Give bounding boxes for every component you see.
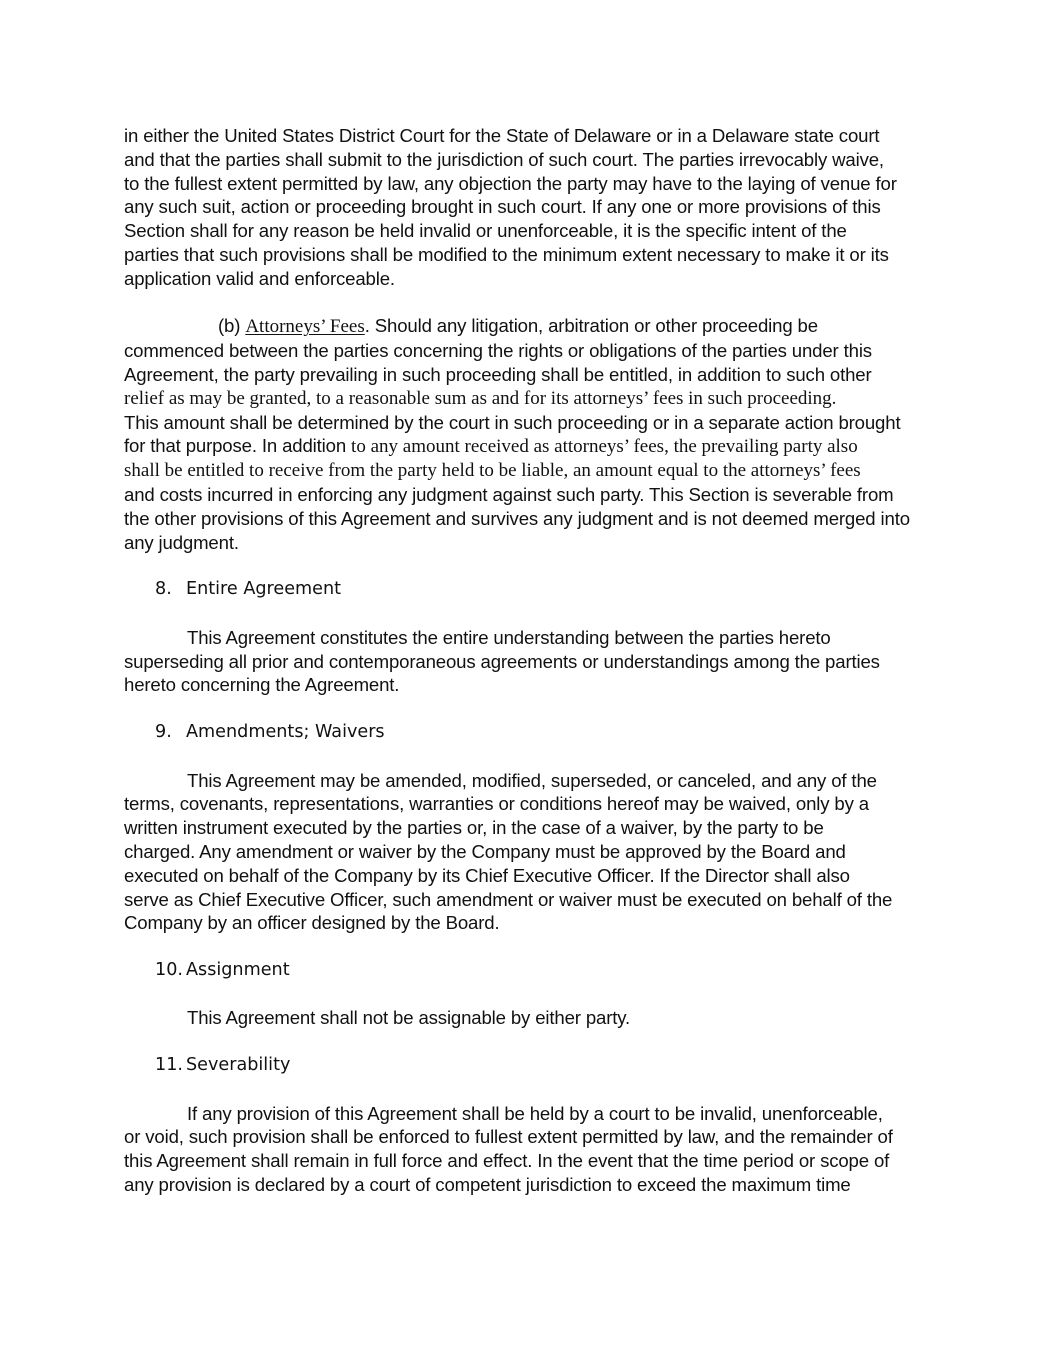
text-line: superseding all prior and contemporaneous agreements or understandings among the parties <box>124 650 880 672</box>
text-line: terms, covenants, representations, warranties or conditions hereof may be waived, only by a <box>124 793 869 815</box>
text-line: shall be entitled to receive from the party held to be liable, an amount equal to the attorneys’ fees <box>124 460 861 482</box>
text-line: If any provision of this Agreement shall be held by a court to be invalid, unenforceable, <box>187 1102 883 1124</box>
paragraph-attorneys-fees <box>124 314 934 554</box>
text-line <box>124 434 934 459</box>
text-run: to any amount received as attorneys’ fees, the prevailing party also <box>351 436 858 458</box>
paragraph-venue <box>124 124 934 291</box>
section-number: 10. <box>155 959 183 980</box>
subsection-title: Attorneys’ Fees <box>245 316 365 338</box>
text-line: the other provisions of this Agreement and survives any judgment and is not deemed merged into <box>124 507 910 529</box>
section-title: Entire Agreement <box>186 579 342 600</box>
text-line: This Agreement shall not be assignable by either party. <box>187 1007 631 1029</box>
text-line: Section shall for any reason be held invalid or unenforceable, it is the specific intent of the <box>124 220 847 242</box>
text-line: written instrument executed by the parties or, in the case of a waiver, by the party to be <box>124 817 824 839</box>
text-line: Company by an officer designed by the Board. <box>124 912 500 934</box>
section-heading-9 <box>124 721 934 745</box>
text-line: charged. Any amendment or waiver by the Company must be approved by the Board and <box>124 840 846 862</box>
paragraph-assignment <box>124 1006 934 1030</box>
paragraph-amendments <box>124 769 934 936</box>
section-title: Assignment <box>186 959 290 980</box>
text-line: and that the parties shall submit to the jurisdiction of such court. The parties irrevocably waive, <box>124 148 884 170</box>
text-line: parties that such provisions shall be modified to the minimum extent necessary to make it or its <box>124 243 889 265</box>
section-title: Amendments; Waivers <box>186 721 385 742</box>
text-line <box>124 314 934 339</box>
text-line: This Agreement constitutes the entire understanding between the parties hereto <box>187 626 831 648</box>
text-line: hereto concerning the Agreement. <box>124 674 400 696</box>
text-line: to the fullest extent permitted by law, any objection the party may have to the laying of venue for <box>124 172 897 194</box>
text-line: serve as Chief Executive Officer, such amendment or waiver must be executed on behalf of the <box>124 888 893 910</box>
text-run: for that purpose. In addition <box>124 435 352 457</box>
text-line: commenced between the parties concerning the rights or obligations of the parties under this <box>124 340 872 362</box>
text-line: and costs incurred in enforcing any judgment against such party. This Section is severable from <box>124 483 894 505</box>
section-title: Severability <box>186 1055 291 1076</box>
text-line: or void, such provision shall be enforced to fullest extent permitted by law, and the remainder of <box>124 1126 893 1148</box>
section-heading-10 <box>124 959 934 983</box>
text-line: This Agreement may be amended, modified, superseded, or canceled, and any of the <box>187 769 877 791</box>
text-run: . Should any litigation, arbitration or other proceeding be <box>364 315 818 337</box>
document-body <box>124 124 934 1221</box>
section-number: 9. <box>155 721 172 742</box>
text-line: This amount shall be determined by the court in such proceeding or in a separate action brought <box>124 411 901 433</box>
text-line: any judgment. <box>124 531 239 553</box>
subsection-label: (b) <box>218 315 241 337</box>
text-line: application valid and enforceable. <box>124 267 395 289</box>
section-heading-11 <box>124 1054 934 1078</box>
text-line: this Agreement shall remain in full force and effect. In the event that the time period or scope of <box>124 1150 890 1172</box>
paragraph-severability <box>124 1102 934 1197</box>
section-heading-8 <box>124 578 934 602</box>
text-line: any such suit, action or proceeding brought in such court. If any one or more provisions of this <box>124 196 881 218</box>
section-number: 8. <box>155 579 172 600</box>
text-line: executed on behalf of the Company by its Chief Executive Officer. If the Director shall also <box>124 864 850 886</box>
paragraph-entire-agreement <box>124 626 934 697</box>
section-number: 11. <box>155 1055 183 1076</box>
text-line: relief as may be granted, to a reasonable sum as and for its attorneys’ fees in such proceeding. <box>124 387 837 409</box>
text-line: in either the United States District Court for the State of Delaware or in a Delaware state court <box>124 125 880 146</box>
text-line: Agreement, the party prevailing in such proceeding shall be entitled, in addition to such other <box>124 363 872 385</box>
text-line: any provision is declared by a court of competent jurisdiction to exceed the maximum time <box>124 1174 851 1196</box>
